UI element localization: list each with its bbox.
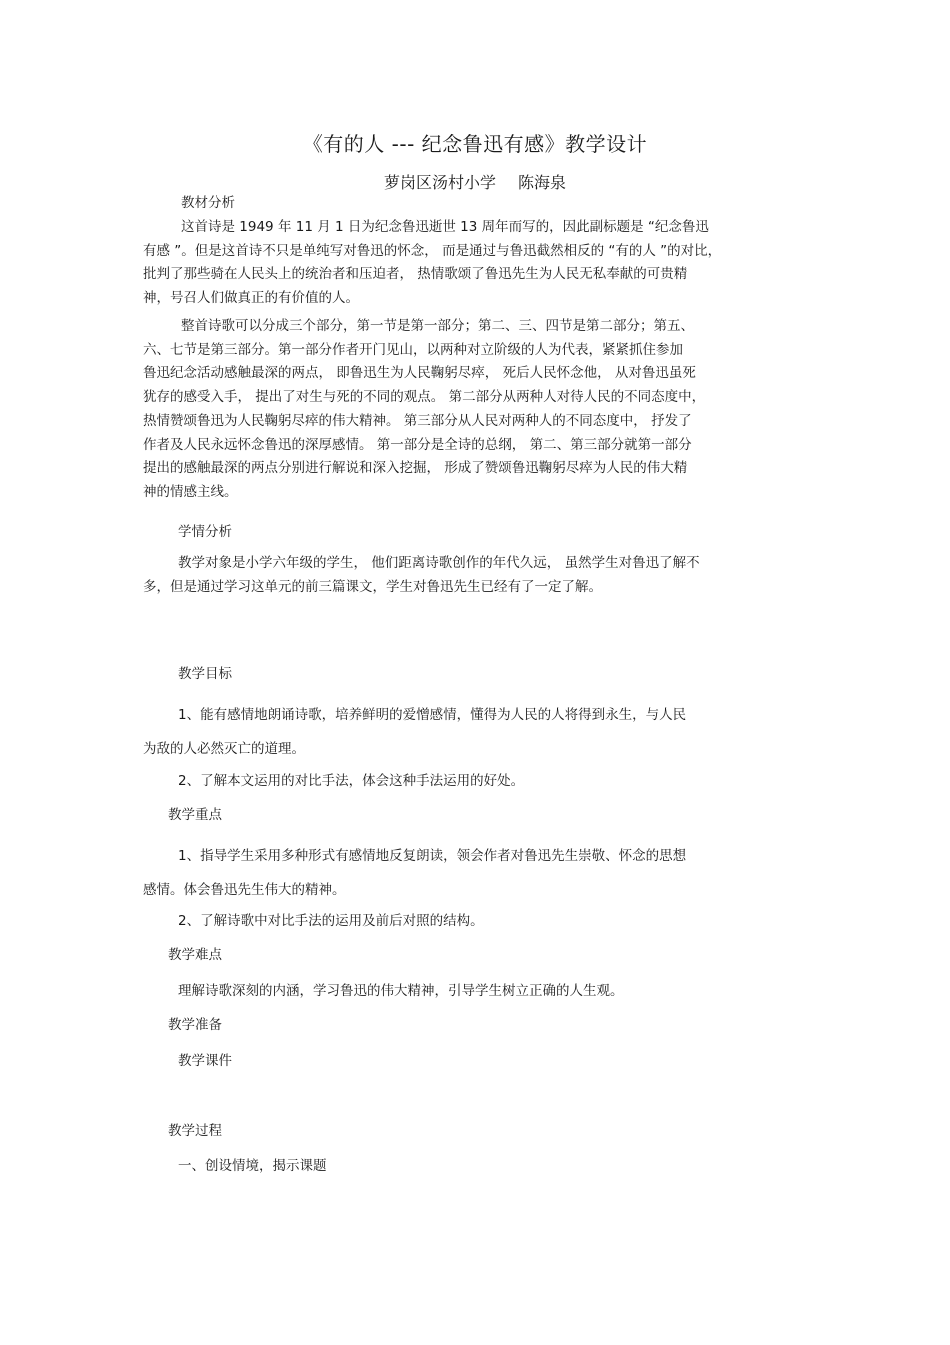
text-line: 批判了那些骑在人民头上的统治者和压迫者， 热情歌颂了鲁迅先生为人民无私奉献的可贵精	[143, 266, 688, 283]
text-line: 多，但是通过学习这单元的前三篇课文，学生对鲁迅先生已经有了一定了解。	[143, 578, 602, 595]
process-heading: 教学过程	[168, 1123, 222, 1139]
school-name: 萝岗区汤村小学	[383, 173, 496, 192]
text-line: 鲁迅纪念活动感触最深的两点， 即鲁迅生为人民鞠躬尽瘁， 死后人民怀念他， 从对鲁迅虽死	[143, 365, 696, 382]
text-line: 为敌的人必然灭亡的道理。	[143, 741, 305, 757]
goal-1	[143, 698, 686, 766]
materials-paragraph-2	[143, 315, 705, 505]
key-points-heading: 教学重点	[168, 807, 222, 823]
goals-heading: 教学目标	[178, 666, 232, 682]
difficulty-heading: 教学难点	[168, 947, 222, 963]
goal-2: 2、了解本文运用的对比手法，体会这种手法运用的好处。	[178, 773, 525, 789]
students-paragraph	[143, 552, 700, 599]
text-line: 作者及人民永远怀念鲁迅的深厚感情。 第一部分是全诗的总纲， 第二、第三部分就第一部分	[143, 436, 692, 453]
text-line: 1、能有感情地朗诵诗歌，培养鲜明的爱憎感情，懂得为人民的人将得到永生，与人民	[178, 707, 687, 723]
text-line: 这首诗是 1949 年 11 月 1 日为纪念鲁迅逝世 13 周年而写的，因此副标题是 “纪念鲁迅	[181, 219, 709, 235]
materials-heading: 教材分析	[181, 195, 235, 211]
document-title: 《有的人 --- 纪念鲁迅有感》教学设计	[302, 132, 648, 156]
text-line: 神的情感主线。	[143, 483, 238, 500]
key-point-2: 2、了解诗歌中对比手法的运用及前后对照的结构。	[178, 913, 484, 929]
preparation-text: 教学课件	[178, 1053, 232, 1069]
author-name: 陈海泉	[518, 173, 567, 192]
students-heading: 学情分析	[178, 524, 232, 540]
text-line: 热情赞颂鲁迅为人民鞠躬尽瘁的伟大精神。 第三部分从人民对两种人的不同态度中， 抒发了	[143, 412, 692, 429]
text-line: 教学对象是小学六年级的学生， 他们距离诗歌创作的年代久远， 虽然学生对鲁迅了解不	[178, 555, 700, 571]
text-line: 六、七节是第三部分。第一部分作者开门见山，以两种对立阶级的人为代表，紧紧抓住参加	[143, 341, 683, 358]
author-line	[0, 170, 950, 193]
process-step-1: 一、创设情境，揭示课题	[178, 1158, 327, 1174]
key-point-1	[143, 839, 686, 907]
difficulty-text: 理解诗歌深刻的内涵，学习鲁迅的伟大精神，引导学生树立正确的人生观。	[178, 983, 624, 999]
text-line: 神，号召人们做真正的有价值的人。	[143, 290, 359, 307]
text-line: 1、指导学生采用多种形式有感情地反复朗读，领会作者对鲁迅先生崇敬、怀念的思想	[178, 848, 687, 864]
text-line: 有感 ”。但是这首诗不只是单纯写对鲁迅的怀念， 而是通过与鲁迅截然相反的 “有的人 ”的对比，	[143, 242, 722, 259]
preparation-heading: 教学准备	[168, 1017, 222, 1033]
materials-paragraph-1	[143, 216, 721, 311]
text-line: 感情。体会鲁迅先生伟大的精神。	[143, 882, 346, 898]
text-line: 整首诗歌可以分成三个部分，第一节是第一部分；第二、三、四节是第二部分；第五、	[181, 318, 694, 334]
text-line: 犹存的感受入手， 提出了对生与死的不同的观点。 第二部分从两种人对待人民的不同态度中，	[143, 389, 706, 406]
text-line: 提出的感触最深的两点分别进行解说和深入挖掘， 形成了赞颂鲁迅鞠躬尽瘁为人民的伟大精	[143, 460, 688, 477]
